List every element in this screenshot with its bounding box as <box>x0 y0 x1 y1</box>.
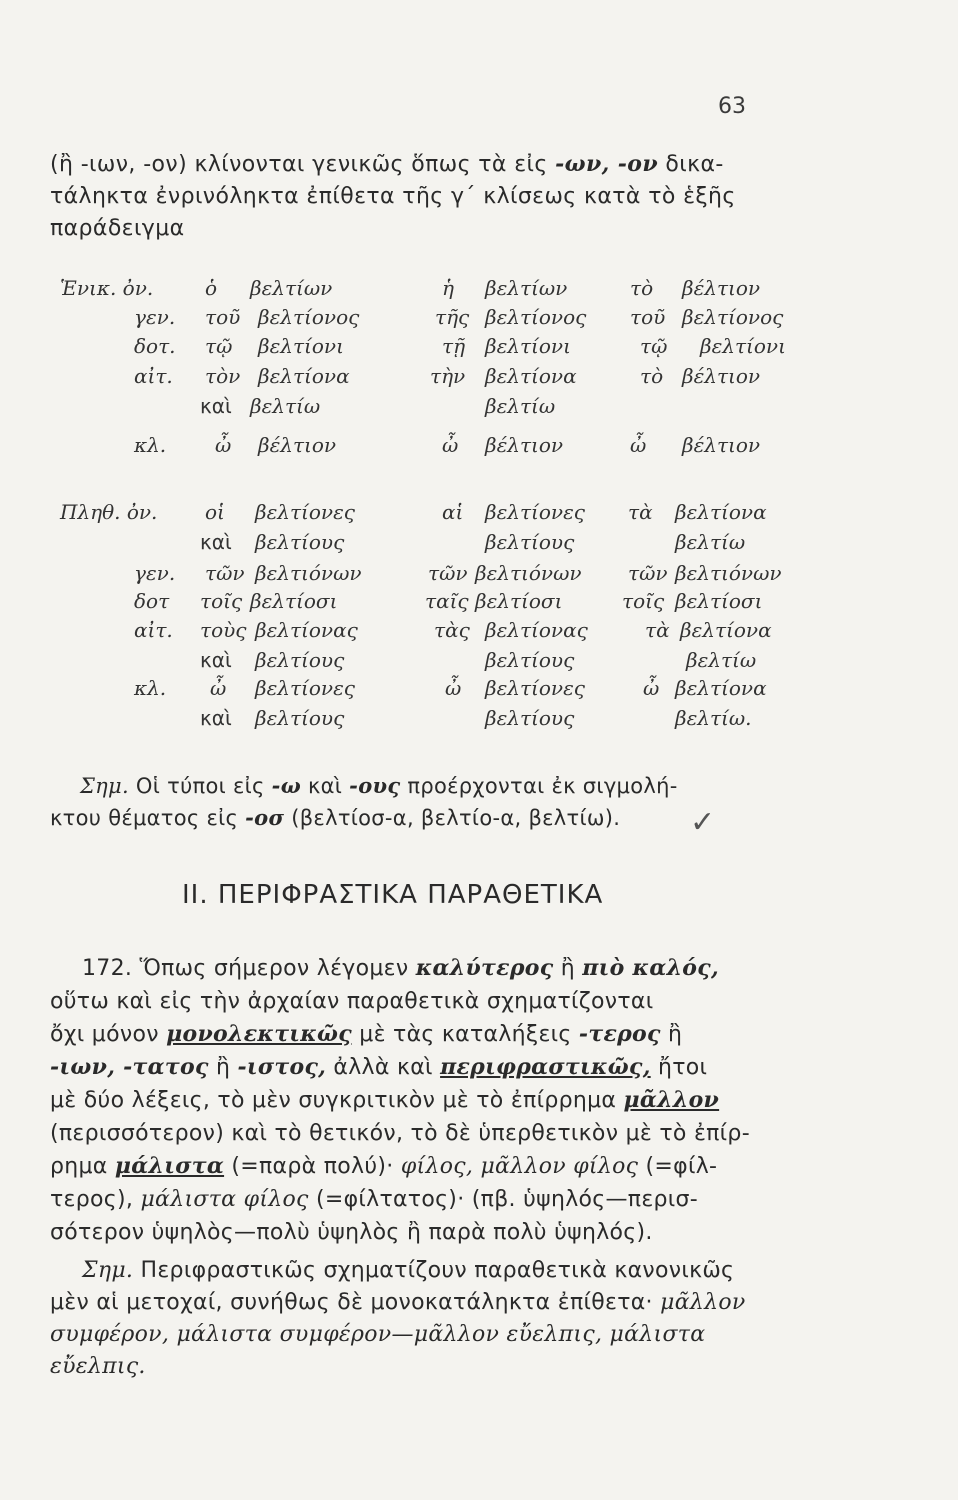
article-neut: τὰ <box>645 618 670 642</box>
term-mallon: μᾶλλον <box>623 1087 720 1113</box>
article-fem: ὦ <box>442 433 459 457</box>
form-fem: βελτίονα <box>485 364 577 388</box>
note-ending: -οσ <box>245 805 285 830</box>
article-neut: τὰ <box>628 500 653 524</box>
note-label: Σημ. <box>82 1258 134 1283</box>
form-masc: βελτίους <box>255 706 345 730</box>
article-neut: ὦ <box>643 676 660 700</box>
ending: -τερος <box>578 1021 661 1047</box>
case-label: Ἑνικ. ὀν. <box>60 276 154 300</box>
form-fem: βελτίονι <box>485 334 571 358</box>
form-fem: βελτιόνων <box>475 561 582 585</box>
paragraph-text: τερος), <box>50 1187 141 1212</box>
case-label: δοτ. <box>134 334 176 358</box>
form-fem: βελτίους <box>485 706 575 730</box>
check-mark-icon: ✓ <box>690 805 716 840</box>
article-masc: τῶν <box>205 561 245 585</box>
case-label: δοτ <box>134 589 170 613</box>
form-neut: βελτίοσι <box>675 589 763 613</box>
form-neut: βελτίονα <box>680 618 772 642</box>
intro-paragraph <box>50 148 790 245</box>
article-masc: τοῦ <box>205 305 241 329</box>
article-neut: τοῦ <box>630 305 666 329</box>
article-neut: τοῖς <box>622 589 665 613</box>
page-number: 63 <box>718 94 746 119</box>
form-fem: βελτίονος <box>485 305 587 329</box>
article-masc: καὶ <box>200 394 232 418</box>
paragraph-text: οὕτω καὶ εἰς τὴν ἀρχαίαν παραθετικὰ σχηματίζονται <box>50 989 654 1014</box>
term-periphrastikos: περιφραστικῶς, <box>440 1054 651 1080</box>
form-masc: βελτίων <box>250 276 333 300</box>
form-neut: βελτίονος <box>682 305 784 329</box>
form-neut: βελτίω <box>675 530 746 554</box>
form-fem: βέλτιον <box>485 433 564 457</box>
paragraph-text: ρημα <box>50 1154 115 1179</box>
article-masc: ὁ <box>205 276 218 300</box>
form-masc: βέλτιον <box>258 433 337 457</box>
example-phrase: μᾶλλον <box>660 1290 746 1315</box>
paragraph-text: σότερον ὑψηλὸς—πολὺ ὑψηλὸς ἢ παρὰ πολὺ ὑψηλός). <box>50 1220 653 1245</box>
form-fem: βελτίους <box>485 530 575 554</box>
form-neut: βελτιόνων <box>675 561 782 585</box>
form-fem: βελτίονες <box>485 500 586 524</box>
form-masc: βελτίονες <box>255 500 356 524</box>
paragraph-text: ἢ <box>208 1055 238 1080</box>
article-fem: ὦ <box>445 676 462 700</box>
note-ending: -ους <box>349 773 401 798</box>
case-label: Πληθ. ὀν. <box>60 500 158 524</box>
note-text: καὶ <box>300 774 350 798</box>
paragraph-text: ἀλλὰ καὶ <box>326 1055 441 1080</box>
example-phrase: φίλος, μᾶλλον φίλος <box>400 1154 639 1179</box>
paragraph-text: μὲ δύο λέξεις, τὸ μὲν συγκριτικὸν μὲ τὸ ἐπίρρημα <box>50 1088 624 1113</box>
article-neut: τῶν <box>628 561 668 585</box>
intro-text: δικα- <box>658 152 724 177</box>
article-masc: τὸν <box>205 364 241 388</box>
form-neut: βέλτιον <box>682 364 761 388</box>
paragraph-text: ἤτοι <box>650 1055 708 1080</box>
form-neut: βέλτιον <box>682 276 761 300</box>
paragraph-text: (=φίλ- <box>638 1154 718 1179</box>
note-text: προέρχονται ἐκ σιγμολή- <box>400 774 678 798</box>
form-masc: βελτίους <box>255 530 345 554</box>
article-fem: τῆς <box>435 305 470 329</box>
example-phrase: μάλιστα φίλος <box>140 1187 309 1212</box>
form-fem: βελτίονας <box>485 618 588 642</box>
note-text: (βελτίοσ-α, βελτίο-α, βελτίω). <box>284 806 621 830</box>
note-text: μὲν αἱ μετοχαί, συνήθως δὲ μονοκατάληκτα ἐπίθετα· <box>50 1290 661 1315</box>
case-label: κλ. <box>134 433 167 457</box>
form-neut: βελτίω <box>686 648 757 672</box>
article-masc: ὦ <box>210 676 227 700</box>
note-text: Οἱ τύποι εἰς <box>128 774 272 798</box>
paragraph-text: ἢ <box>553 956 583 981</box>
paragraph-text: μὲ τὰς καταλήξεις <box>351 1022 579 1047</box>
form-masc: βελτίους <box>255 648 345 672</box>
article-fem: τῇ <box>442 334 466 358</box>
form-masc: βελτίοσι <box>250 589 338 613</box>
ending: -ιων, -τατος <box>50 1054 209 1080</box>
case-label: κλ. <box>134 676 167 700</box>
section-heading: II. ΠΕΡΙΦΡΑΣΤΙΚΑ ΠΑΡΑΘΕΤΙΚΑ <box>182 880 604 910</box>
form-masc: βελτιόνων <box>255 561 362 585</box>
intro-text: (ἢ -ιων, -ον) κλίνονται γενικῶς ὅπως τὰ εἰς <box>50 152 556 177</box>
note-sigmatic-stem <box>50 770 790 834</box>
intro-text: τάληκτα ἐνρινόληκτα ἐπίθετα τῆς γ΄ κλίσεως κατὰ τὸ ἑξῆς <box>50 184 736 209</box>
case-label: αἰτ. <box>134 364 173 388</box>
paragraph-172 <box>50 952 790 1249</box>
form-masc: βελτίονες <box>255 676 356 700</box>
term-malista: μάλιστα <box>114 1153 225 1179</box>
article-fem: τῶν <box>428 561 468 585</box>
term-monolektikos: μονολεκτικῶς <box>166 1021 352 1047</box>
article-masc: καὶ <box>200 530 232 554</box>
case-label: γεν. <box>134 305 176 329</box>
form-neut: βελτίονα <box>675 676 767 700</box>
form-fem: βελτίων <box>485 276 568 300</box>
article-neut: τῷ <box>640 334 668 358</box>
form-neut: βελτίονα <box>675 500 767 524</box>
article-neut: τὸ <box>630 276 654 300</box>
article-masc: καὶ <box>200 706 232 730</box>
form-masc: βελτίω <box>250 394 321 418</box>
intro-endings: -ων, -ον <box>555 151 659 177</box>
form-masc: βελτίονι <box>258 334 344 358</box>
form-fem: βελτίους <box>485 648 575 672</box>
article-fem: τὰς <box>434 618 470 642</box>
paragraph-text: Ὅπως σήμερον λέγομεν <box>132 956 416 981</box>
article-masc: τοὺς <box>200 618 247 642</box>
paragraph-text: (περισσότερον) καὶ τὸ θετικόν, τὸ δὲ ὑπερθετικὸν μὲ τὸ ἐπίρ- <box>50 1121 750 1146</box>
form-fem: βελτίοσι <box>475 589 563 613</box>
paragraph-text: ὄχι μόνον <box>50 1022 167 1047</box>
article-masc: οἱ <box>205 500 225 524</box>
ending: -ιστος, <box>237 1054 327 1080</box>
note-text: κτου θέματος εἰς <box>50 806 246 830</box>
paragraph-text: (=παρὰ πολύ)· <box>224 1154 401 1179</box>
paragraph-number: 172. <box>82 956 133 981</box>
article-neut: τὸ <box>640 364 664 388</box>
form-masc: βελτίονος <box>258 305 360 329</box>
case-label: γεν. <box>134 561 176 585</box>
form-neut: βέλτιον <box>682 433 761 457</box>
form-fem: βελτίω <box>485 394 556 418</box>
example-word: καλύτερος <box>415 955 554 981</box>
article-masc: τῷ <box>205 334 233 358</box>
form-masc: βελτίονα <box>258 364 350 388</box>
article-fem: αἱ <box>442 500 464 524</box>
form-masc: βελτίονας <box>255 618 358 642</box>
form-neut: βελτίω. <box>675 706 752 730</box>
article-masc: ὦ <box>215 433 232 457</box>
example-phrase: συμφέρον, μάλιστα συμφέρον—μᾶλλον εὔελπις, μάλιστα εὔελπις. <box>50 1322 706 1379</box>
paragraph-text: ἢ <box>660 1022 683 1047</box>
article-fem: ταῖς <box>425 589 469 613</box>
note-label: Σημ. <box>80 774 129 798</box>
note-participles <box>50 1255 790 1383</box>
example-word: πιὸ καλός, <box>582 955 719 981</box>
note-text: Περιφραστικῶς σχηματίζουν παραθετικὰ κανονικῶς <box>133 1258 735 1283</box>
intro-text: παράδειγμα <box>50 216 185 241</box>
article-masc: τοῖς <box>200 589 243 613</box>
case-label: αἰτ. <box>134 618 173 642</box>
article-fem: ἡ <box>442 276 454 300</box>
article-masc: καὶ <box>200 648 232 672</box>
form-fem: βελτίονες <box>485 676 586 700</box>
paragraph-text: (=φίλτατος)· (πβ. ὑψηλός—περισ- <box>308 1187 699 1212</box>
form-neut: βελτίονι <box>700 334 786 358</box>
article-fem: τὴν <box>430 364 466 388</box>
article-neut: ὦ <box>630 433 647 457</box>
note-ending: -ω <box>271 773 301 798</box>
